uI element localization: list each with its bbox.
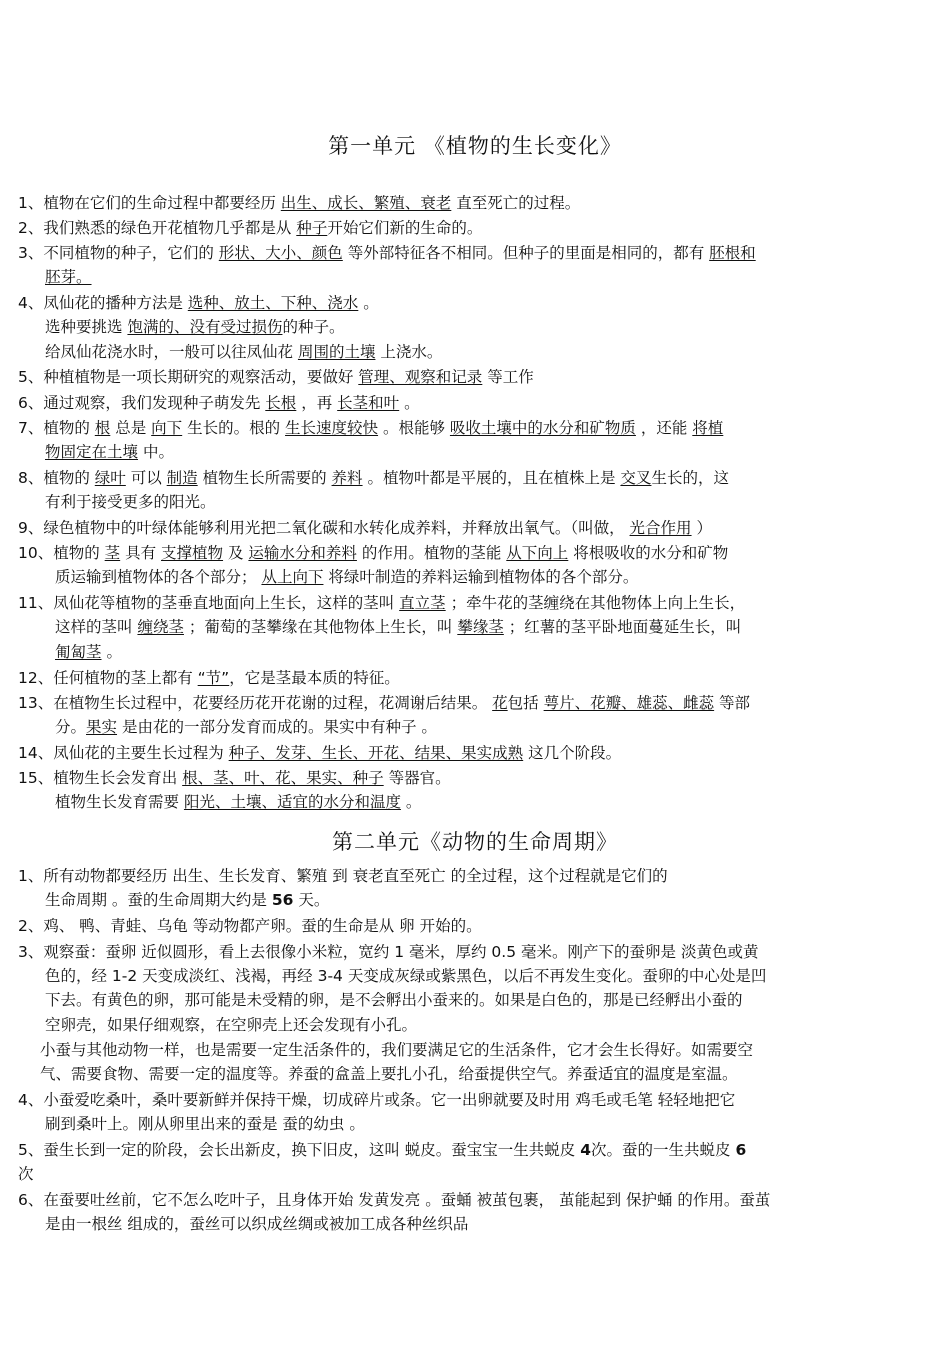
text-segment: 56 — [271, 891, 294, 909]
answer-blank: 制造 — [166, 469, 198, 487]
answer-blank: 攀缘茎 — [457, 618, 504, 636]
text-segment: 是由一根丝 组成的，蚕丝可以织成丝绸或被加工成各种丝织品 — [45, 1215, 469, 1233]
text-segment: ；红薯的茎平卧地面蔓延生长，叫 — [503, 618, 742, 636]
unit2-title: 第二单元《动物的生命周期》 — [332, 830, 618, 854]
text-line — [18, 241, 950, 265]
text-segment: 1、所有动物都要经历 出生、生长发育、繁殖 到 衰老直至死亡 的全过程，这个过程就是它们的 — [18, 867, 668, 885]
answer-blank: 种子、发芽、生长、开花、结果、果实成熟 — [228, 744, 524, 762]
text-line — [18, 1188, 950, 1212]
text-segment: 11、凤仙花等植物的茎垂直地面向上生长，这样的茎叫 — [18, 594, 400, 612]
text-segment: 4、凤仙花的播种方法是 — [18, 294, 188, 312]
text-segment: 生长的，这 — [651, 469, 729, 487]
answer-blank: 胚芽。 — [45, 268, 92, 286]
text-line — [18, 416, 950, 440]
text-line — [45, 888, 950, 912]
text-line — [55, 715, 950, 739]
text-segment: 植物生长所需要的 — [197, 469, 332, 487]
text-line — [55, 790, 950, 814]
answer-blank: 种子 — [296, 219, 328, 237]
answer-blank: 将植 — [692, 419, 724, 437]
answer-blank: 长根 — [265, 394, 297, 412]
text-line — [18, 365, 950, 389]
text-line — [45, 1212, 950, 1236]
text-segment: 天。 — [293, 891, 330, 909]
text-segment: 小蚕与其他动物一样，也是需要一定生活条件的，我们要满足它的生活条件，它才会生长得好。如需要空 — [40, 1041, 754, 1059]
text-segment: 包括 — [507, 694, 544, 712]
answer-blank: 从上向下 — [261, 568, 324, 586]
text-line — [18, 666, 950, 690]
answer-blank: 缠绕茎 — [137, 618, 184, 636]
text-line — [45, 964, 950, 988]
text-line — [55, 565, 950, 589]
unit1-title: 第一单元 《植物的生长变化》 — [328, 134, 622, 158]
answer-blank: 出生、成长、繁殖、衰老 — [280, 194, 452, 212]
text-segment: 。根能够 — [378, 419, 450, 437]
answer-blank: 向下 — [151, 419, 183, 437]
text-line — [18, 591, 950, 615]
text-line — [18, 940, 950, 964]
text-segment: 。植物叶都是平展的，且在植株上是 — [362, 469, 621, 487]
text-segment: 次 — [18, 1165, 34, 1183]
text-segment: 1、植物在它们的生命过程中都要经历 — [18, 194, 281, 212]
text-segment: 5、蚕生长到一定的阶段，会长出新皮，换下旧皮，这叫 蜕皮。蚕宝宝一生共蜕皮 — [18, 1141, 581, 1159]
text-segment: 空卵壳，如果仔细观察，在空卵壳上还会发现有小孔。 — [45, 1016, 418, 1034]
answer-blank: 选种、放土、下种、浇水 — [187, 294, 359, 312]
answer-blank: 绿叶 — [94, 469, 126, 487]
text-line — [18, 1088, 950, 1112]
text-segment: 及 — [223, 544, 249, 562]
answer-blank: “节” — [197, 669, 230, 687]
answer-blank: 根 — [94, 419, 111, 437]
answer-blank: 运输水分和养料 — [248, 544, 357, 562]
text-line — [45, 265, 950, 289]
text-segment: ，再 — [296, 394, 338, 412]
text-line — [18, 914, 950, 938]
answer-blank: 养料 — [331, 469, 363, 487]
text-segment: 色的，经 1-2 天变成淡红、浅褐，再经 3-4 天变成灰绿或紫黑色，以后不再发生变化。蚕卵的中心处是凹 — [45, 967, 767, 985]
text-segment: 将根吸收的水分和矿物 — [568, 544, 729, 562]
answer-blank: 生长速度较快 — [285, 419, 379, 437]
text-line — [18, 741, 950, 765]
answer-blank: 萼片、花瓣、雄蕊、雌蕊 — [543, 694, 715, 712]
text-line — [55, 640, 950, 664]
text-segment: 。 — [400, 793, 422, 811]
answer-blank: 形状、大小、颜色 — [218, 244, 343, 262]
text-segment: 6、在蚕要吐丝前，它不怎么吃叶子，且身体开始 发黄发亮 。蚕蛹 被茧包裹， 茧能起到 保护蛹 的作用。蚕茧 — [18, 1191, 771, 1209]
text-segment: 6 — [735, 1141, 747, 1159]
answer-blank: 胚根和 — [709, 244, 756, 262]
answer-blank: 阳光、土壤、适宜的水分和温度 — [183, 793, 401, 811]
text-segment: 中。 — [138, 443, 174, 461]
text-line — [18, 766, 950, 790]
text-line — [18, 691, 950, 715]
text-segment: 这几个阶段。 — [523, 744, 622, 762]
text-segment: 是由花的一部分发育而成的。果实中有种子 。 — [117, 718, 437, 736]
text-segment: ） — [691, 519, 712, 537]
text-segment: 等工作 — [482, 368, 534, 386]
text-segment: 给凤仙花浇水时，一般可以往凤仙花 — [45, 343, 298, 361]
text-line — [40, 1038, 950, 1062]
text-segment: ；葡萄的茎攀缘在其他物体上生长，叫 — [183, 618, 458, 636]
answer-blank: 光合作用 — [629, 519, 692, 537]
text-line — [18, 541, 950, 565]
text-line — [18, 291, 950, 315]
text-line — [45, 1013, 950, 1037]
text-segment: 14、凤仙花的主要生长过程为 — [18, 744, 229, 762]
text-segment: 开始它们新的生命的。 — [327, 219, 483, 237]
text-segment: 直至死亡的过程。 — [451, 194, 581, 212]
text-segment: 生命周期 。蚕的生命周期大约是 — [45, 891, 272, 909]
text-segment: 植物生长发育需要 — [55, 793, 184, 811]
text-segment: 这样的茎叫 — [55, 618, 138, 636]
text-line — [18, 191, 950, 215]
text-segment: 6、通过观察，我们发现种子萌发先 — [18, 394, 266, 412]
text-segment: 将绿叶制造的养料运输到植物体的各个部分。 — [323, 568, 639, 586]
text-segment: ，还能 — [635, 419, 693, 437]
answer-blank: 吸收土壤中的水分和矿物质 — [449, 419, 636, 437]
text-segment: 12、任何植物的茎上都有 — [18, 669, 198, 687]
text-segment: 分。 — [55, 718, 87, 736]
answer-blank: 管理、观察和记录 — [358, 368, 483, 386]
text-segment: 的种子。 — [282, 318, 345, 336]
text-line — [45, 490, 950, 514]
text-segment: 4 — [580, 1141, 592, 1159]
text-segment: 有利于接受更多的阳光。 — [45, 493, 216, 511]
text-segment: 可以 — [125, 469, 167, 487]
text-line — [45, 340, 950, 364]
text-segment: 。 — [101, 643, 122, 661]
text-segment: 刷到桑叶上。刚从卵里出来的蚕是 蚕的幼虫 。 — [45, 1115, 365, 1133]
text-segment: 。 — [399, 394, 420, 412]
text-segment: 10、植物的 — [18, 544, 105, 562]
text-segment: 选种要挑选 — [45, 318, 128, 336]
answer-blank: 长茎和叶 — [337, 394, 400, 412]
text-segment: 质运输到植物体的各个部分； — [55, 568, 262, 586]
text-line — [40, 1062, 950, 1086]
text-segment: 等部 — [714, 694, 751, 712]
answer-blank: 茎 — [104, 544, 121, 562]
answer-blank: 饱满的、没有受过损伤 — [127, 318, 283, 336]
answer-blank: 物固定在土壤 — [45, 443, 139, 461]
text-segment: 8、植物的 — [18, 469, 95, 487]
text-segment: 等器官。 — [383, 769, 451, 787]
text-line — [18, 1138, 950, 1162]
text-line — [18, 516, 950, 540]
text-segment: 7、植物的 — [18, 419, 95, 437]
text-segment: ；牵牛花的茎缠绕在其他物体上向上生长， — [445, 594, 746, 612]
text-line — [45, 440, 950, 464]
answer-blank: 花 — [492, 694, 508, 712]
text-segment: 的作用。植物的茎能 — [356, 544, 507, 562]
text-segment: 5、种植植物是一项长期研究的观察活动，要做好 — [18, 368, 359, 386]
text-segment: 气、需要食物、需要一定的温度等。养蚕的盒盖上要扎小孔，给蚕提供空气。养蚕适宜的温度是室温。 — [40, 1065, 738, 1083]
answer-blank: 交叉 — [620, 469, 652, 487]
text-segment: 总是 — [110, 419, 152, 437]
text-line — [18, 391, 950, 415]
text-segment: 具有 — [120, 544, 162, 562]
answer-blank: 果实 — [86, 718, 118, 736]
text-line — [45, 988, 950, 1012]
answer-blank: 匍匐茎 — [55, 643, 102, 661]
text-line — [55, 615, 950, 639]
text-segment: 生长的。根的 — [182, 419, 286, 437]
answer-blank: 周围的土壤 — [297, 343, 376, 361]
text-line — [45, 1112, 950, 1136]
text-segment: 下去。有黄色的卵，那可能是未受精的卵，是不会孵出小蚕来的。如果是白色的，那是已经孵出小蚕的 — [45, 991, 743, 1009]
answer-blank: 支撑植物 — [161, 544, 224, 562]
text-segment: 15、植物生长会发育出 — [18, 769, 183, 787]
text-line — [18, 216, 950, 240]
text-segment: 等外部特征各不相同。但种子的里面是相同的，都有 — [342, 244, 710, 262]
text-segment: 3、观察蚕：蚕卵 近似圆形，看上去很像小米粒，宽约 1 毫米，厚约 0.5 毫米。刚产下的蚕卵是 淡黄色或黄 — [18, 943, 759, 961]
text-segment: 13、在植物生长过程中，花要经历花开花谢的过程，花凋谢后结果。 — [18, 694, 493, 712]
text-segment: 9、绿色植物中的叶绿体能够利用光把二氧化碳和水转化成养料，并释放出氧气。（叫做， — [18, 519, 630, 537]
text-line — [18, 1162, 950, 1186]
text-segment: 2、鸡、 鸭、青蛙、乌龟 等动物都产卵。蚕的生命是从 卵 开始的。 — [18, 917, 482, 935]
text-segment: 上浇水。 — [375, 343, 443, 361]
text-segment: ，它是茎最本质的特征。 — [229, 669, 400, 687]
text-segment: 2、我们熟悉的绿色开花植物几乎都是从 — [18, 219, 297, 237]
text-line — [18, 466, 950, 490]
text-segment: 4、小蚕爱吃桑叶，桑叶要新鲜并保持干燥，切成碎片或条。它一出卵就要及时用 鸡毛或毛笔 轻轻地把它 — [18, 1091, 736, 1109]
answer-blank: 从下向上 — [506, 544, 569, 562]
text-line — [18, 864, 950, 888]
answer-blank: 根、茎、叶、花、果实、种子 — [182, 769, 384, 787]
text-line — [45, 315, 950, 339]
text-segment: 3、不同植物的种子，它们的 — [18, 244, 219, 262]
answer-blank: 直立茎 — [399, 594, 446, 612]
text-segment: 。 — [358, 294, 379, 312]
text-segment: 次。蚕的一生共蜕皮 — [591, 1141, 736, 1159]
